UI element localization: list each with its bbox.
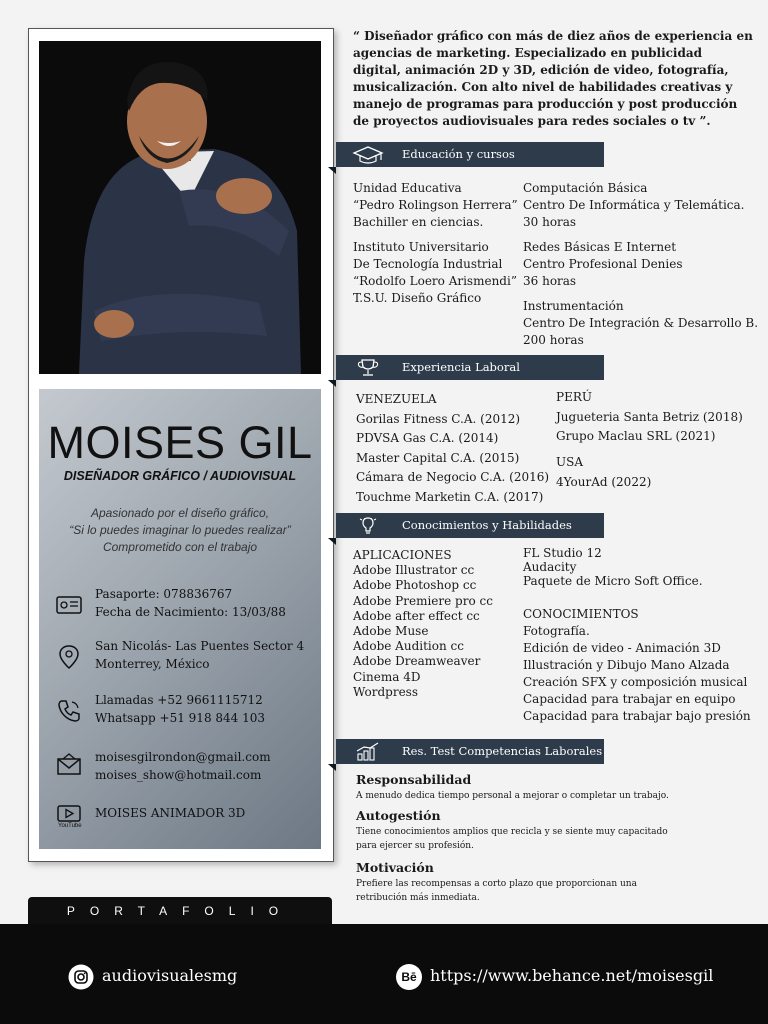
tool-office: Paquete de Micro Soft Office. xyxy=(523,574,703,588)
profile-card xyxy=(28,28,334,862)
edu-school-2-name: “Rodolfo Loero Arismendi” xyxy=(353,274,517,288)
course-3-center: Centro De Integración & Desarrollo B. xyxy=(523,316,759,330)
youtube-channel[interactable]: MOISES ANIMADOR 3D xyxy=(95,806,246,820)
motto-line-3: Comprometido con el trabajo xyxy=(102,540,258,554)
app-cinema4d: Cinema 4D xyxy=(353,669,421,684)
education-title: Educación y cursos xyxy=(402,147,515,161)
knowledge-photo: Fotografía. xyxy=(523,624,590,638)
profile-panel xyxy=(39,389,321,849)
skills-tools xyxy=(523,546,703,588)
lightbulb-icon xyxy=(352,516,384,536)
knowledge-teamwork: Capacidad para trabajar en equipo xyxy=(523,692,736,706)
address-info xyxy=(95,637,304,673)
edu-school-2-line2: De Tecnología Industrial xyxy=(353,257,503,271)
skills-apps xyxy=(353,548,493,700)
tool-audacity: Audacity xyxy=(523,560,577,574)
address-line-1: San Nicolás- Las Puentes Sector 4 xyxy=(95,639,305,653)
tests-title: Res. Test Competencias Laborales xyxy=(402,744,603,758)
id-card-icon xyxy=(55,591,83,619)
phone-icon xyxy=(55,697,83,725)
experience-title: Experiencia Laboral xyxy=(402,360,520,374)
passport-text: Pasaporte: 078836767 xyxy=(95,587,233,601)
person-role: DISEÑADOR GRÁFICO / AUDIOVISUAL xyxy=(63,469,297,483)
mortarboard-icon xyxy=(352,145,384,165)
education-left xyxy=(353,180,518,307)
course-1-hours: 30 horas xyxy=(523,215,577,229)
job-touchme: Touchme Marketin C.A. (2017) xyxy=(356,489,544,504)
email-primary[interactable]: moisesgilrondon@gmail.com xyxy=(95,750,271,764)
test-responsabilidad: Responsabilidad xyxy=(356,772,472,787)
test-autogestion: Autogestión xyxy=(356,808,441,823)
profile-summary: “ Diseñador gráfico con más de diez años de experiencia en agencias de marketing. Especializado en publicidad digital, animación 2D y 3D, edición de video, fotografía, musicalización. Con alto nivel de habilidades creativas y manejo de programas para producción y post producción de proyectos audiovisuales para redes sociales o tv ”. xyxy=(353,29,753,128)
instagram-handle[interactable]: audiovisualesmg xyxy=(102,966,238,985)
test-responsabilidad-desc: A menudo dedica tiempo personal a mejorar o completar un trabajo. xyxy=(356,791,669,801)
job-master-capital: Master Capital C.A. (2015) xyxy=(356,450,520,465)
course-2-center: Centro Profesional Denies xyxy=(523,257,683,271)
email-icon xyxy=(55,751,83,779)
tool-fl-studio: FL Studio 12 xyxy=(523,546,602,560)
knowledge-sfx: Creación SFX y composición musical xyxy=(523,675,748,689)
edu-school-2-degree: T.S.U. Diseño Gráfico xyxy=(353,291,482,305)
edu-school-1-degree: Bachiller en ciencias. xyxy=(353,215,484,229)
course-2: Redes Básicas E Internet xyxy=(523,240,677,254)
education-banner xyxy=(336,142,604,167)
profile-photo xyxy=(39,41,321,374)
birthdate-text: Fecha de Nacimiento: 13/03/88 xyxy=(95,605,286,619)
job-jugueteria: Jugueteria Santa Betriz (2018) xyxy=(556,409,743,424)
knowledge-video: Edición de video - Animación 3D xyxy=(523,641,721,655)
experience-usa xyxy=(556,453,651,492)
skills-banner xyxy=(336,513,604,538)
app-dreamweaver: Adobe Dreamweaver xyxy=(353,654,481,669)
tests-banner xyxy=(336,739,604,764)
country-venezuela: VENEZUELA xyxy=(356,392,437,406)
country-peru: PERÚ xyxy=(556,390,592,404)
behance-icon[interactable]: Bē xyxy=(396,964,422,990)
course-3: Instrumentación xyxy=(523,299,624,313)
app-muse: Adobe Muse xyxy=(353,624,429,639)
edu-school-2: Instituto Universitario xyxy=(353,240,489,254)
address-line-2: Monterrey, México xyxy=(95,657,210,671)
education-right xyxy=(523,180,758,349)
job-gorilas: Gorilas Fitness C.A. (2012) xyxy=(356,411,521,426)
portrait-illustration xyxy=(39,41,321,374)
course-3-hours: 200 horas xyxy=(523,333,584,347)
job-4yourad: 4YourAd (2022) xyxy=(556,474,652,489)
job-camara: Cámara de Negocio C.A. (2016) xyxy=(356,470,550,484)
motto-line-2: “Si lo puedes imaginar lo puedes realizar” xyxy=(69,523,291,537)
app-photoshop: Adobe Photoshop cc xyxy=(353,578,477,593)
test-autogestion-desc: Tiene conocimientos amplios que recicla y se siente muy capacitado para ejercer su profesión. xyxy=(356,827,668,851)
knowledge-header: CONOCIMIENTOS xyxy=(523,607,639,621)
person-name: MOISES GIL xyxy=(47,417,313,468)
footer xyxy=(0,924,768,1024)
apps-header: APLICACIONES xyxy=(353,548,452,562)
experience-peru xyxy=(556,388,743,447)
calls-number[interactable]: Llamadas +52 9661115712 xyxy=(95,693,263,707)
location-icon xyxy=(55,643,83,671)
country-usa: USA xyxy=(556,455,583,469)
behance-link[interactable]: https://www.behance.net/moisesgil xyxy=(430,966,714,985)
email-info xyxy=(95,748,271,784)
test-motivacion: Motivación xyxy=(356,860,434,875)
course-1-center: Centro De Informática y Telemática. xyxy=(523,198,745,212)
whatsapp-number[interactable]: Whatsapp +51 918 844 103 xyxy=(95,711,266,725)
knowledge-illustration: Illustración y Dibujo Mano Alzada xyxy=(523,658,730,672)
course-2-hours: 36 horas xyxy=(523,274,577,288)
app-premiere: Adobe Premiere pro cc xyxy=(353,593,493,608)
phone-info xyxy=(95,691,265,727)
skills-title: Conocimientos y Habilidades xyxy=(402,518,572,532)
chart-icon xyxy=(352,742,384,762)
experience-banner xyxy=(336,355,604,380)
job-pdvsa: PDVSA Gas C.A. (2014) xyxy=(356,431,499,445)
app-audition: Adobe Audition cc xyxy=(353,639,464,654)
course-1: Computación Básica xyxy=(523,181,648,195)
id-info xyxy=(95,585,286,621)
edu-school-1-name: “Pedro Rolingson Herrera” xyxy=(353,198,518,212)
youtube-icon-label: YouTube xyxy=(58,823,82,829)
test-motivacion-desc: Prefiere las recompensas a corto plazo que proporcionan una retribución más inmediata. xyxy=(356,879,637,903)
experience-venezuela xyxy=(356,390,549,507)
edu-school-1: Unidad Educativa xyxy=(353,181,462,195)
email-secondary[interactable]: moises_show@hotmail.com xyxy=(95,768,262,782)
trophy-icon xyxy=(352,358,384,378)
skills-knowledge xyxy=(523,606,751,725)
youtube-icon xyxy=(55,803,83,831)
portafolio-tab[interactable]: PORTAFOLIO xyxy=(28,897,332,925)
knowledge-pressure: Capacidad para trabajar bajo presión xyxy=(523,709,751,723)
motto-line-1: Apasionado por el diseño gráfico, xyxy=(90,506,270,520)
app-illustrator: Adobe Illustrator cc xyxy=(353,563,475,578)
app-after-effects: Adobe after effect cc xyxy=(353,608,480,623)
job-maclau: Grupo Maclau SRL (2021) xyxy=(556,429,716,443)
app-wordpress: Wordpress xyxy=(353,684,418,699)
instagram-icon[interactable] xyxy=(68,964,94,990)
